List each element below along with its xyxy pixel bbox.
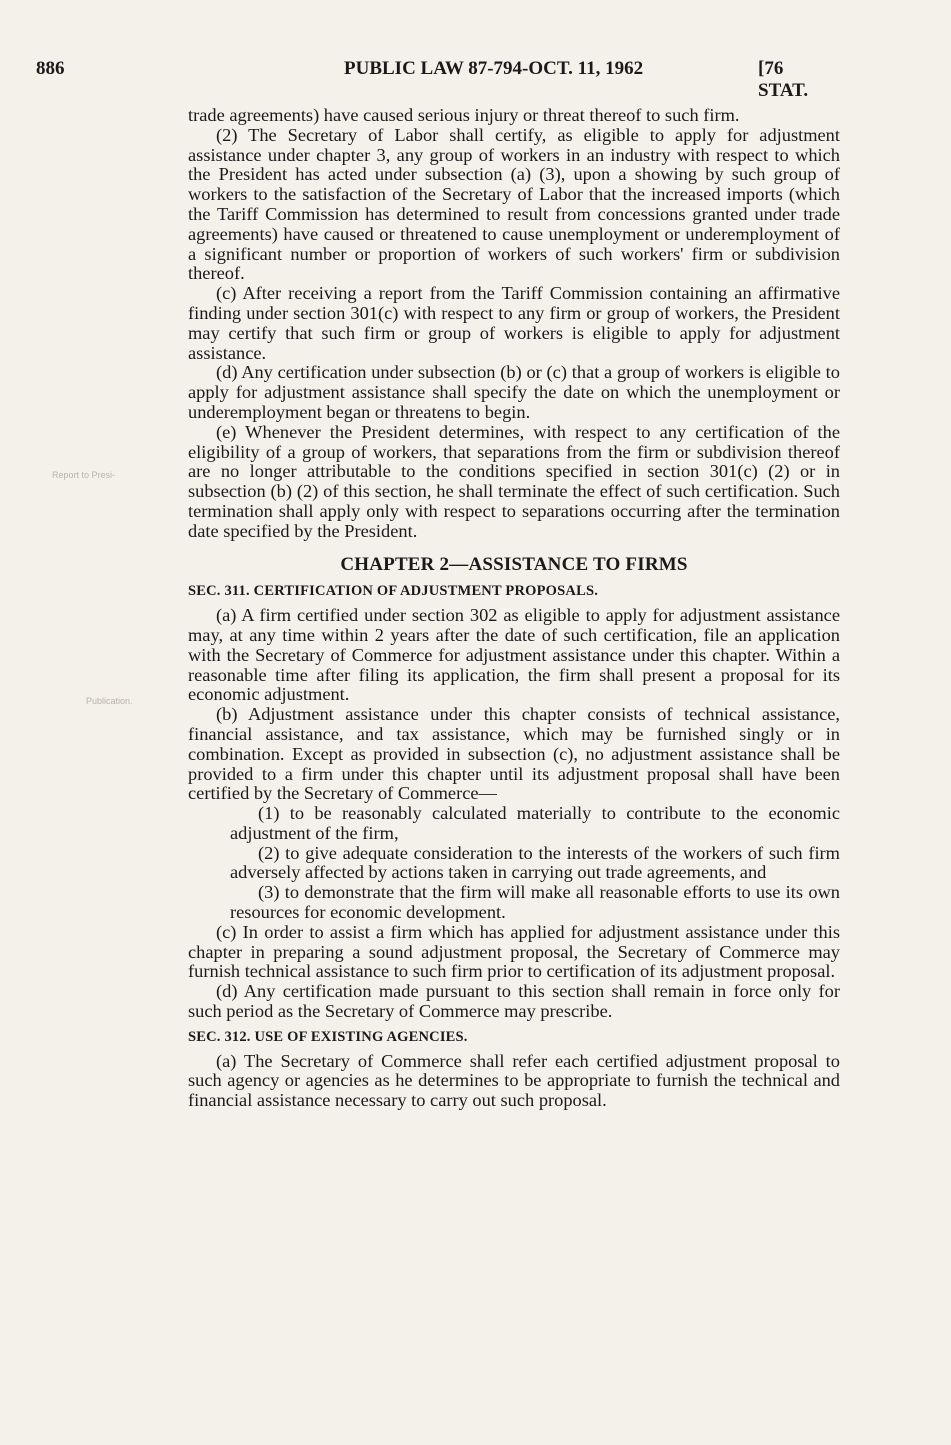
paragraph: (2) The Secretary of Labor shall certify, as eligible to apply for adjustment assistance under chapter 3, any group of workers in an industry with respect to which the President has acted under subsection (a) (3), upon a showing by such group of workers to the satisfaction of the Secretary of Labor that the increased imports (which the Tariff Commission has determined to result from concessions granted under trade agreements) have caused or threatened to cause unemployment or underemployment of a significant number or proportion of workers of such workers' firm or subdivision thereof. — [188, 124, 840, 284]
list-item: (2) to give adequate consideration to the interests of the workers of such firm adversely affected by actions taken in carrying out trade agreements, and — [230, 842, 840, 883]
paragraph: (e) Whenever the President determines, with respect to any certification of the eligibility of a group of workers, that separations from the firm or subdivision thereof are no longer attributable to the conditions specified in section 301(c) (2) or in subsection (b) (2) of this section, he shall terminate the effect of such certification. Such termination shall apply only with respect to separations occurring after the termination date specified by the President. — [188, 421, 840, 541]
page-header — [36, 58, 836, 101]
margin-note-publication: Publication. — [86, 696, 133, 706]
paragraph: trade agreements) have caused serious injury or threat thereof to such firm. — [188, 105, 740, 125]
list-item: (3) to demonstrate that the firm will make all reasonable efforts to use its own resources for economic development. — [230, 882, 840, 923]
paragraph: (d) Any certification made pursuant to this section shall remain in force only for such period as the Secretary of Commerce may prescribe. — [188, 981, 840, 1022]
paragraph: (a) The Secretary of Commerce shall refer each certified adjustment proposal to such agency or agencies as he determines to be appropriate to furnish the technical and financial assistance necessary to carry out such proposal. — [188, 1050, 840, 1111]
paragraph: (c) After receiving a report from the Tariff Commission containing an affirmative finding under section 301(c) with respect to any firm or group of workers, the President may certify that such firm or group of workers is eligible to apply for adjustment assistance. — [188, 283, 840, 363]
section-heading: SEC. 312. USE OF EXISTING AGENCIES. — [188, 1028, 468, 1045]
margin-note-report: Report to Presi- — [52, 470, 116, 480]
paragraph: (c) In order to assist a firm which has applied for adjustment assistance under this chapter in preparing a sound adjustment proposal, the Secretary of Commerce may furnish technical assistance to such firm prior to certification of its adjustment proposal. — [188, 921, 840, 982]
paragraph: (d) Any certification under subsection (b) or (c) that a group of workers is eligible to apply for adjustment assistance shall specify the date on which the unemployment or underemployment began or threatens to begin. — [188, 362, 840, 422]
paragraph: (a) A firm certified under section 302 as eligible to apply for adjustment assistance may, at any time within 2 years after the date of such certification, file an application with the Secretary of Commerce for adjustment assistance under this chapter. Within a reasonable time after filing its application, the firm shall present a proposal for its economic adjustment. — [188, 605, 840, 705]
volume-reference: [76 STAT. — [758, 58, 809, 101]
running-title: PUBLIC LAW 87-794-OCT. 11, 1962 — [344, 58, 644, 79]
list-item: (1) to be reasonably calculated materially to contribute to the economic adjustment of the firm, — [230, 803, 840, 843]
paragraph: (b) Adjustment assistance under this chapter consists of technical assistance, financial assistance, and tax assistance, which may be furnished singly or in combination. Except as provided in subsection (c), no adjustment assistance shall be provided to a firm under this chapter until its adjustment proposal shall have been certified by the Secretary of Commerce— — [188, 704, 840, 804]
body-text — [188, 106, 840, 1111]
section-heading: SEC. 311. CERTIFICATION OF ADJUSTMENT PROPOSALS. — [188, 583, 599, 600]
chapter-heading: CHAPTER 2—ASSISTANCE TO FIRMS — [340, 553, 688, 575]
page-number: 886 — [36, 58, 65, 79]
